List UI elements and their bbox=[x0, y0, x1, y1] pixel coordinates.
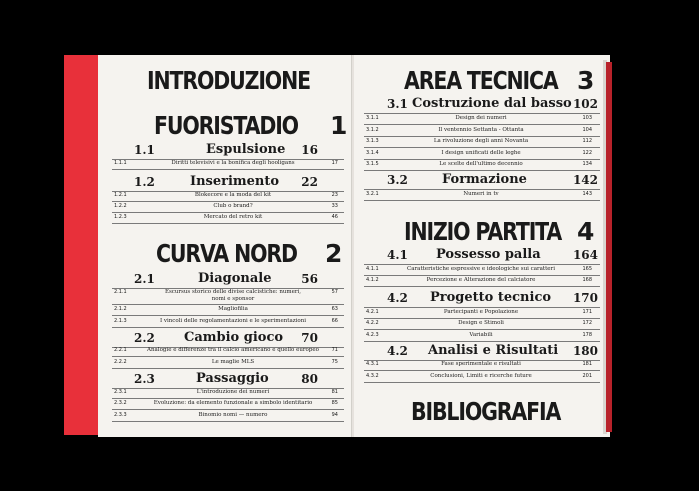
section-title: Passaggio bbox=[196, 371, 269, 386]
subsection-title: Escursus storico delle divise calcistiche: numeri, nomi e sponsor bbox=[164, 289, 302, 302]
subsection-title: I design unificati delle leghe bbox=[441, 150, 521, 156]
subsection-page: 181 bbox=[582, 361, 592, 367]
subsection-title: La rivoluzione degli anni Novanta bbox=[433, 138, 529, 144]
right-page bbox=[354, 55, 610, 437]
subsection-number: 2.1.3 bbox=[114, 318, 127, 324]
subsection-number: 3.1.4 bbox=[366, 150, 379, 156]
subsection-number: 3.1.2 bbox=[366, 127, 379, 133]
subsection-page: 46 bbox=[331, 214, 338, 220]
subsection-page: 103 bbox=[582, 115, 592, 121]
bib-title: BIBLIOGRAFIA bbox=[411, 397, 561, 426]
subsection-title: Analogie e differenze tra il calcio americano e quello europeo bbox=[147, 347, 319, 353]
section-number: 4.2 bbox=[387, 344, 408, 358]
subsection-page: 85 bbox=[331, 400, 338, 406]
intro-title: INTRODUZIONE bbox=[147, 66, 310, 95]
chapter-title: INIZIO PARTITA bbox=[404, 217, 562, 246]
subsection-page: 104 bbox=[582, 127, 592, 133]
subsection-page: 171 bbox=[582, 309, 592, 315]
section-number: 2.3 bbox=[134, 372, 155, 386]
section-title: Espulsione bbox=[206, 142, 286, 157]
subsection-number: 2.3.1 bbox=[114, 389, 127, 395]
subsection-number: 2.1.2 bbox=[114, 306, 127, 312]
section-number: 1.2 bbox=[134, 175, 155, 189]
subsection-number: 4.1.1 bbox=[366, 266, 379, 272]
subsection-title: Variabili bbox=[469, 332, 493, 338]
subsection-page: 75 bbox=[331, 359, 338, 365]
subsection-number: 1.1.1 bbox=[114, 160, 127, 166]
section-page: 22 bbox=[301, 175, 318, 189]
subsection-title: Design e Stimoli bbox=[458, 320, 504, 326]
subsection-rule bbox=[112, 201, 344, 202]
section-title: Progetto tecnico bbox=[430, 290, 552, 305]
subsection-title: Le scelte dell'ultimo decennio bbox=[439, 161, 523, 167]
subsection-number: 4.2.2 bbox=[366, 320, 379, 326]
subsection-rule bbox=[112, 304, 344, 305]
subsection-rule bbox=[112, 223, 344, 224]
subsection-number: 1.2.2 bbox=[114, 203, 127, 209]
subsection-rule bbox=[112, 169, 344, 170]
chapter-number: 4 bbox=[577, 217, 594, 246]
section-title: Analisi e Risultati bbox=[428, 343, 559, 358]
subsection-page: 17 bbox=[331, 160, 338, 166]
chapter-title: CURVA NORD bbox=[156, 239, 297, 268]
section-page: 80 bbox=[301, 372, 318, 386]
section-page: 142 bbox=[572, 173, 598, 187]
section-title: Possesso palla bbox=[436, 247, 541, 262]
subsection-number: 1.2.3 bbox=[114, 214, 127, 220]
subsection-page: 33 bbox=[331, 203, 338, 209]
section-page: 56 bbox=[301, 272, 318, 286]
subsection-page: 143 bbox=[582, 191, 592, 197]
subsection-rule bbox=[364, 318, 600, 319]
subsection-number: 2.3.2 bbox=[114, 400, 127, 406]
section-page: 70 bbox=[301, 331, 318, 345]
subsection-page: 23 bbox=[331, 192, 338, 198]
subsection-title: Mercato del retro kit bbox=[203, 214, 263, 220]
subsection-number: 3.1.1 bbox=[366, 115, 379, 121]
subsection-rule bbox=[364, 159, 600, 160]
subsection-rule bbox=[364, 341, 600, 342]
red-endpaper bbox=[64, 55, 100, 435]
subsection-rule bbox=[364, 147, 600, 148]
subsection-title: Le maglie MLS bbox=[211, 359, 255, 365]
subsection-title: Diritti televisivi e la bonifica degli hooligans bbox=[171, 160, 295, 166]
subsection-page: 112 bbox=[582, 138, 592, 144]
subsection-title: Blokecore e la moda del kit bbox=[194, 192, 272, 198]
chapter-number: 3 bbox=[577, 66, 594, 95]
subsection-number: 4.3.1 bbox=[366, 361, 379, 367]
subsection-number: 2.1.1 bbox=[114, 289, 127, 295]
left-page bbox=[98, 55, 352, 437]
subsection-rule bbox=[112, 421, 344, 422]
subsection-page: 71 bbox=[331, 347, 338, 353]
subsection-page: 178 bbox=[582, 332, 592, 338]
section-rule bbox=[364, 264, 600, 265]
subsection-number: 4.2.1 bbox=[366, 309, 379, 315]
subsection-title: Design dei numeri bbox=[455, 115, 507, 121]
subsection-title: Partecipanti e Popolazione bbox=[443, 309, 519, 315]
section-title: Diagonale bbox=[198, 271, 272, 286]
subsection-title: Percezione e Alterazione del calciatore bbox=[426, 277, 536, 283]
subsection-number: 4.1.2 bbox=[366, 277, 379, 283]
subsection-rule bbox=[364, 329, 600, 330]
section-page: 102 bbox=[572, 97, 598, 111]
chapter-title: FUORISTADIO bbox=[154, 111, 298, 140]
section-rule bbox=[364, 113, 600, 114]
subsection-page: 134 bbox=[582, 161, 592, 167]
subsection-title: I vincoli delle regolamentazioni e le sperimentazioni bbox=[159, 318, 307, 324]
subsection-page: 122 bbox=[582, 150, 592, 156]
section-rule bbox=[364, 189, 600, 190]
subsection-page: 168 bbox=[582, 277, 592, 283]
subsection-rule bbox=[364, 200, 600, 201]
section-number: 2.1 bbox=[134, 272, 155, 286]
section-page: 180 bbox=[572, 344, 598, 358]
subsection-number: 2.2.2 bbox=[114, 359, 127, 365]
subsection-page: 94 bbox=[331, 412, 338, 418]
subsection-rule bbox=[112, 315, 344, 316]
subsection-rule bbox=[364, 170, 600, 171]
section-number: 3.2 bbox=[387, 173, 408, 187]
subsection-title: Club o brand? bbox=[213, 203, 253, 209]
red-back-cover-edge bbox=[606, 62, 612, 432]
subsection-title: Numeri in tv bbox=[463, 191, 499, 197]
section-number: 2.2 bbox=[134, 331, 155, 345]
subsection-number: 3.2.1 bbox=[366, 191, 379, 197]
section-title: Formazione bbox=[442, 172, 527, 187]
subsection-title: Binomio nomi — numero bbox=[198, 412, 268, 418]
subsection-rule bbox=[112, 327, 344, 328]
subsection-rule bbox=[112, 212, 344, 213]
section-page: 16 bbox=[301, 143, 318, 157]
subsection-number: 1.2.1 bbox=[114, 192, 127, 198]
subsection-rule bbox=[364, 370, 600, 371]
subsection-title: Conclusioni, Limiti e ricerche future bbox=[430, 373, 532, 379]
section-rule bbox=[364, 307, 600, 308]
section-page: 164 bbox=[572, 248, 598, 262]
subsection-rule bbox=[112, 368, 344, 369]
subsection-page: 66 bbox=[331, 318, 338, 324]
subsection-page: 57 bbox=[331, 289, 338, 295]
subsection-number: 4.3.2 bbox=[366, 373, 379, 379]
section-page: 170 bbox=[572, 291, 598, 305]
subsection-number: 4.2.3 bbox=[366, 332, 379, 338]
section-title: Costruzione dal basso bbox=[412, 96, 572, 111]
subsection-title: L'introduzione dei numeri bbox=[196, 389, 270, 395]
section-number: 4.1 bbox=[387, 248, 408, 262]
subsection-number: 2.2.1 bbox=[114, 347, 127, 353]
subsection-page: 201 bbox=[582, 373, 592, 379]
section-number: 4.2 bbox=[387, 291, 408, 305]
subsection-page: 63 bbox=[331, 306, 338, 312]
subsection-rule bbox=[364, 286, 600, 287]
subsection-title: Magliofilia bbox=[218, 306, 248, 312]
subsection-page: 165 bbox=[582, 266, 592, 272]
section-title: Cambio gioco bbox=[184, 330, 284, 345]
subsection-title: Fase sperimentale e risultati bbox=[441, 361, 521, 367]
subsection-page: 172 bbox=[582, 320, 592, 326]
subsection-rule bbox=[112, 409, 344, 410]
subsection-title: Caratteristiche espressive e ideologiche sui caratteri bbox=[407, 266, 555, 272]
subsection-number: 3.1.3 bbox=[366, 138, 379, 144]
subsection-rule bbox=[112, 398, 344, 399]
subsection-page: 81 bbox=[331, 389, 338, 395]
subsection-rule bbox=[364, 275, 600, 276]
subsection-title: Il ventennio Settanta - Ottanta bbox=[438, 127, 524, 133]
chapter-number: 2 bbox=[325, 239, 342, 268]
subsection-number: 2.3.3 bbox=[114, 412, 127, 418]
chapter-title: AREA TECNICA bbox=[404, 66, 558, 95]
subsection-rule bbox=[364, 136, 600, 137]
section-number: 1.1 bbox=[134, 143, 155, 157]
subsection-rule bbox=[364, 382, 600, 383]
subsection-rule bbox=[112, 356, 344, 357]
subsection-rule bbox=[364, 124, 600, 125]
section-number: 3.1 bbox=[387, 97, 408, 111]
subsection-title: Evoluzione: da elemento funzionale a simbolo identitario bbox=[153, 400, 313, 406]
subsection-number: 3.1.5 bbox=[366, 161, 379, 167]
section-title: Inserimento bbox=[190, 174, 280, 189]
chapter-number: 1 bbox=[330, 111, 347, 140]
